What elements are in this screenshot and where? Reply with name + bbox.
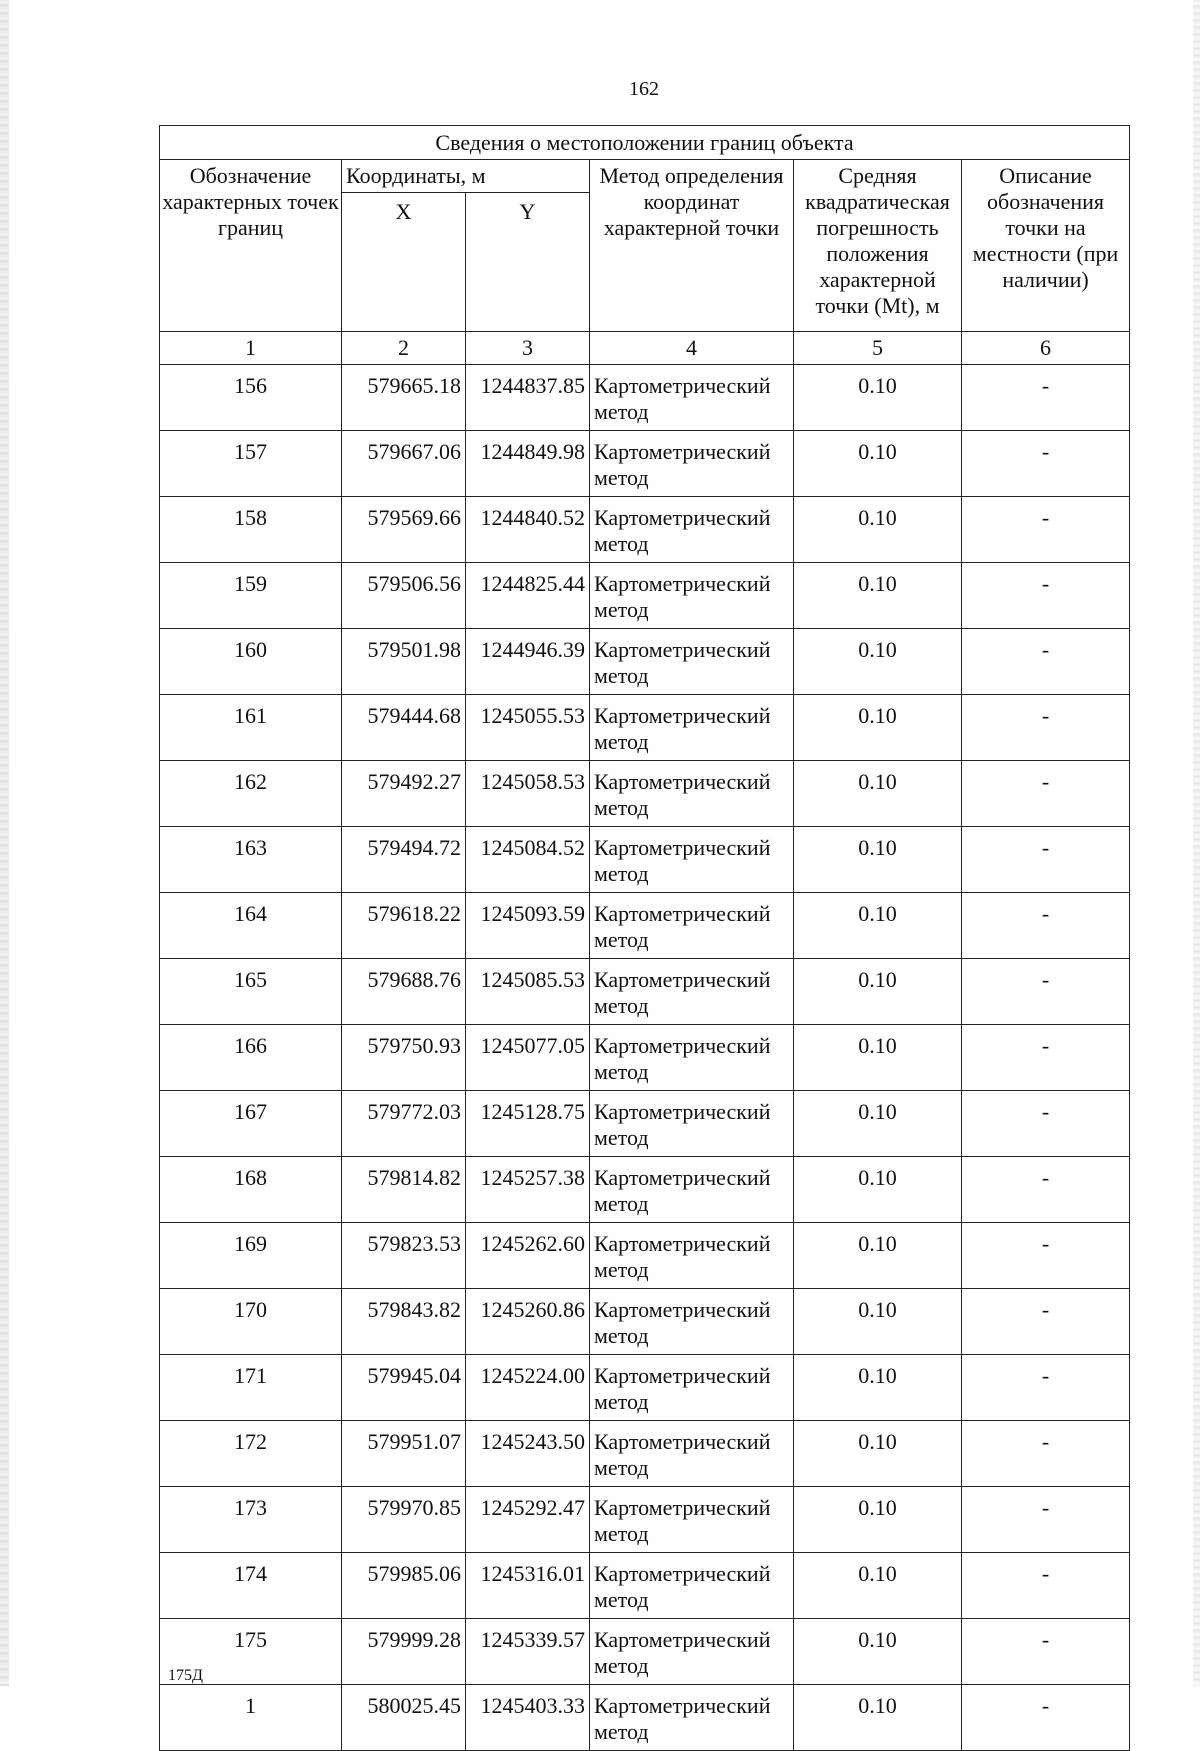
point-cell: 170: [160, 1289, 342, 1355]
x-cell: 579688.76: [342, 959, 466, 1025]
y-cell: 1245224.00: [466, 1355, 590, 1421]
point-cell: 156: [160, 365, 342, 431]
mt-cell: 0.10: [794, 1091, 962, 1157]
mt-cell: 0.10: [794, 1685, 962, 1751]
point-cell: 165: [160, 959, 342, 1025]
point-cell: 163: [160, 827, 342, 893]
header-method: Метод определения координат характерной точки: [590, 160, 794, 332]
table-row: [160, 1025, 1130, 1091]
column-number: 5: [794, 332, 962, 365]
method-cell: Картометрический метод: [590, 1487, 794, 1553]
table-row: [160, 959, 1130, 1025]
description-cell: -: [962, 1289, 1130, 1355]
y-cell: 1244825.44: [466, 563, 590, 629]
table-row: [160, 497, 1130, 563]
point-cell: 175: [160, 1619, 342, 1685]
x-cell: 579506.56: [342, 563, 466, 629]
description-cell: -: [962, 1355, 1130, 1421]
table-row: [160, 1685, 1130, 1751]
x-cell: 579618.22: [342, 893, 466, 959]
x-cell: 579970.85: [342, 1487, 466, 1553]
table-row: [160, 1223, 1130, 1289]
footer-code: 175Д: [168, 1667, 203, 1684]
y-cell: 1245292.47: [466, 1487, 590, 1553]
mt-cell: 0.10: [794, 1421, 962, 1487]
x-cell: 579667.06: [342, 431, 466, 497]
header-y: Y: [466, 193, 590, 332]
y-cell: 1245243.50: [466, 1421, 590, 1487]
point-cell: 160: [160, 629, 342, 695]
x-cell: 579823.53: [342, 1223, 466, 1289]
x-cell: 579814.82: [342, 1157, 466, 1223]
y-cell: 1245085.53: [466, 959, 590, 1025]
table-row: [160, 431, 1130, 497]
y-cell: 1245260.86: [466, 1289, 590, 1355]
table-row: [160, 827, 1130, 893]
mt-cell: 0.10: [794, 497, 962, 563]
table-row: [160, 761, 1130, 827]
point-cell: 172: [160, 1421, 342, 1487]
x-cell: 579951.07: [342, 1421, 466, 1487]
description-cell: -: [962, 1157, 1130, 1223]
x-cell: 579492.27: [342, 761, 466, 827]
header-point: Обозначение характерных точек границ: [160, 160, 342, 332]
point-cell: 173: [160, 1487, 342, 1553]
description-cell: -: [962, 1553, 1130, 1619]
method-cell: Картометрический метод: [590, 1223, 794, 1289]
point-cell: 169: [160, 1223, 342, 1289]
table-title: Сведения о местоположении границ объекта: [160, 126, 1130, 160]
method-cell: Картометрический метод: [590, 1025, 794, 1091]
table-row: [160, 1157, 1130, 1223]
x-cell: 579501.98: [342, 629, 466, 695]
mt-cell: 0.10: [794, 893, 962, 959]
point-cell: 166: [160, 1025, 342, 1091]
method-cell: Картометрический метод: [590, 563, 794, 629]
table-row: [160, 563, 1130, 629]
mt-cell: 0.10: [794, 431, 962, 497]
method-cell: Картометрический метод: [590, 629, 794, 695]
description-cell: -: [962, 695, 1130, 761]
point-cell: 168: [160, 1157, 342, 1223]
table-row: [160, 695, 1130, 761]
x-cell: 579945.04: [342, 1355, 466, 1421]
description-cell: -: [962, 365, 1130, 431]
description-cell: -: [962, 1421, 1130, 1487]
description-cell: -: [962, 959, 1130, 1025]
mt-cell: 0.10: [794, 761, 962, 827]
description-cell: -: [962, 1619, 1130, 1685]
method-cell: Картометрический метод: [590, 1355, 794, 1421]
y-cell: 1244946.39: [466, 629, 590, 695]
point-cell: 159: [160, 563, 342, 629]
scan-edge-right: [1193, 0, 1200, 1686]
mt-cell: 0.10: [794, 1619, 962, 1685]
point-cell: 157: [160, 431, 342, 497]
column-number-row: [160, 332, 1130, 365]
point-cell: 162: [160, 761, 342, 827]
mt-cell: 0.10: [794, 1355, 962, 1421]
point-cell: 1: [160, 1685, 342, 1751]
column-number: 2: [342, 332, 466, 365]
method-cell: Картометрический метод: [590, 431, 794, 497]
table-row: [160, 629, 1130, 695]
y-cell: 1245128.75: [466, 1091, 590, 1157]
description-cell: -: [962, 1487, 1130, 1553]
point-cell: 158: [160, 497, 342, 563]
method-cell: Картометрический метод: [590, 695, 794, 761]
point-cell: 167: [160, 1091, 342, 1157]
description-cell: -: [962, 761, 1130, 827]
method-cell: Картометрический метод: [590, 893, 794, 959]
mt-cell: 0.10: [794, 1553, 962, 1619]
method-cell: Картометрический метод: [590, 1619, 794, 1685]
y-cell: 1245316.01: [466, 1553, 590, 1619]
description-cell: -: [962, 1223, 1130, 1289]
point-cell: 174: [160, 1553, 342, 1619]
column-number: 1: [160, 332, 342, 365]
mt-cell: 0.10: [794, 1025, 962, 1091]
y-cell: 1245257.38: [466, 1157, 590, 1223]
method-cell: Картометрический метод: [590, 1685, 794, 1751]
mt-cell: 0.10: [794, 1223, 962, 1289]
x-cell: 579444.68: [342, 695, 466, 761]
table-row: [160, 1619, 1130, 1685]
table-row: [160, 1289, 1130, 1355]
method-cell: Картометрический метод: [590, 959, 794, 1025]
mt-cell: 0.10: [794, 1487, 962, 1553]
description-cell: -: [962, 1091, 1130, 1157]
description-cell: -: [962, 827, 1130, 893]
x-cell: 579665.18: [342, 365, 466, 431]
x-cell: 579843.82: [342, 1289, 466, 1355]
y-cell: 1244840.52: [466, 497, 590, 563]
method-cell: Картометрический метод: [590, 365, 794, 431]
description-cell: -: [962, 431, 1130, 497]
header-description: Описание обозначения точки на местности (при наличии): [962, 160, 1130, 332]
page-number: 162: [629, 78, 659, 100]
mt-cell: 0.10: [794, 1289, 962, 1355]
table-row: [160, 1487, 1130, 1553]
mt-cell: 0.10: [794, 563, 962, 629]
point-cell: 171: [160, 1355, 342, 1421]
point-cell: 161: [160, 695, 342, 761]
header-mt: Средняя квадратическая погрешность положения характерной точки (Mt), м: [794, 160, 962, 332]
table-row: [160, 1355, 1130, 1421]
description-cell: -: [962, 1685, 1130, 1751]
mt-cell: 0.10: [794, 1157, 962, 1223]
y-cell: 1244849.98: [466, 431, 590, 497]
mt-cell: 0.10: [794, 959, 962, 1025]
table-row: [160, 1421, 1130, 1487]
column-number: 3: [466, 332, 590, 365]
method-cell: Картометрический метод: [590, 1289, 794, 1355]
method-cell: Картометрический метод: [590, 1157, 794, 1223]
method-cell: Картометрический метод: [590, 827, 794, 893]
description-cell: -: [962, 629, 1130, 695]
boundary-coordinates-table: [159, 125, 1130, 1751]
y-cell: 1245262.60: [466, 1223, 590, 1289]
y-cell: 1245058.53: [466, 761, 590, 827]
y-cell: 1245077.05: [466, 1025, 590, 1091]
mt-cell: 0.10: [794, 629, 962, 695]
method-cell: Картометрический метод: [590, 1553, 794, 1619]
mt-cell: 0.10: [794, 365, 962, 431]
description-cell: -: [962, 893, 1130, 959]
y-cell: 1244837.85: [466, 365, 590, 431]
header-coordinates: Координаты, м: [342, 160, 590, 193]
table-row: [160, 893, 1130, 959]
method-cell: Картометрический метод: [590, 497, 794, 563]
table-row: [160, 1091, 1130, 1157]
x-cell: 579999.28: [342, 1619, 466, 1685]
y-cell: 1245055.53: [466, 695, 590, 761]
x-cell: 579750.93: [342, 1025, 466, 1091]
table-row: [160, 1553, 1130, 1619]
y-cell: 1245339.57: [466, 1619, 590, 1685]
method-cell: Картометрический метод: [590, 1091, 794, 1157]
column-number: 4: [590, 332, 794, 365]
x-cell: 579985.06: [342, 1553, 466, 1619]
mt-cell: 0.10: [794, 695, 962, 761]
y-cell: 1245403.33: [466, 1685, 590, 1751]
scan-edge-left: [0, 0, 9, 1686]
point-cell: 164: [160, 893, 342, 959]
y-cell: 1245093.59: [466, 893, 590, 959]
mt-cell: 0.10: [794, 827, 962, 893]
description-cell: -: [962, 1025, 1130, 1091]
table-row: [160, 365, 1130, 431]
column-number: 6: [962, 332, 1130, 365]
y-cell: 1245084.52: [466, 827, 590, 893]
method-cell: Картометрический метод: [590, 1421, 794, 1487]
method-cell: Картометрический метод: [590, 761, 794, 827]
x-cell: 580025.45: [342, 1685, 466, 1751]
x-cell: 579569.66: [342, 497, 466, 563]
header-x: X: [342, 193, 466, 332]
x-cell: 579772.03: [342, 1091, 466, 1157]
description-cell: -: [962, 497, 1130, 563]
x-cell: 579494.72: [342, 827, 466, 893]
description-cell: -: [962, 563, 1130, 629]
